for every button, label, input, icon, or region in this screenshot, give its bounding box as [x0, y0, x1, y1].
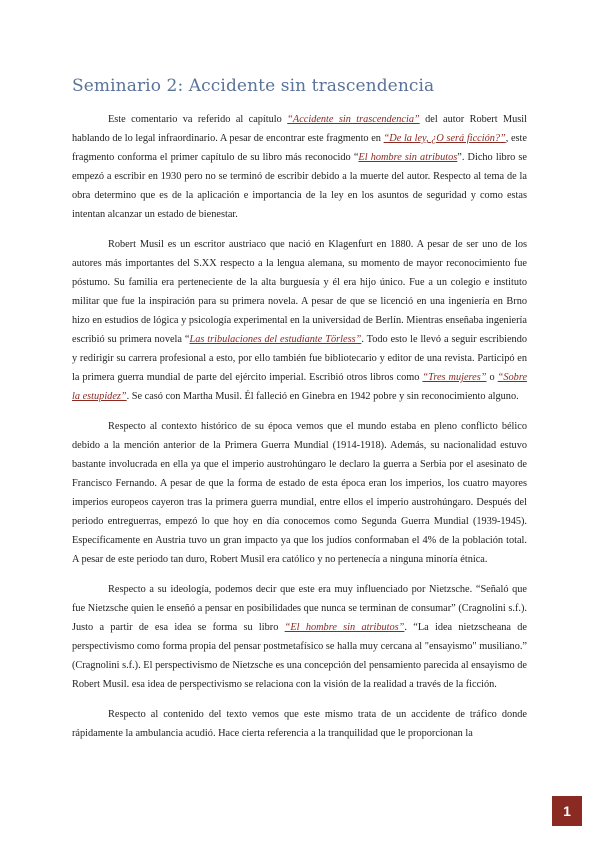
text-segment: . “La idea nietzscheana de perspectivismo como forma propia del pensar postmetafísico se halla muy cercana al "ensayismo" musiliano.” (Cragnolini s.f.). El perspectivismo de Nietzsche es una concepción del pensamiento parecida al ensayismo de Robert Musil. esa idea de perspectivismo se relaciona con la visión de la realidad a través de la ficción. [72, 622, 527, 690]
work-reference: “Sobre la estupidez” [72, 372, 528, 402]
text-segment: Respecto a su ideología, podemos decir que este era muy influenciado por Nietzsche. “Señaló que fue Nietzsche quien le enseñó a pensar en posibilidades que nunca se terminan de consumar” (Cragnolini s.f.). Justo a partir de esa idea se forma su libro [72, 584, 527, 633]
text-segment: . Se casó con Martha Musil. Él falleció en Ginebra en 1942 pobre y sin reconocimiento alguno. [126, 391, 519, 402]
work-reference: “De la ley, ¿O será ficción?” [383, 133, 506, 144]
document-title: Seminario 2: Accidente sin trascendencia [72, 76, 435, 96]
text-segment: , este fragmento conforma el primer capítulo de su libro más reconocido “ [72, 133, 527, 163]
work-reference: El hombre sin atributos [358, 152, 458, 163]
paragraph-biography [72, 235, 527, 406]
work-reference: Las tribulaciones del estudiante Törless” [189, 334, 362, 345]
text-segment: . Todo esto le llevó a seguir escribiendo y redirigir su carrera profesional a esto, por ello también fue bibliotecario y editor de una revista. Participó en la primera guerra mundial de parte del ejército imperial. Escribió otros libros como [72, 334, 527, 383]
text-segment: Este comentario va referido al capítulo [108, 114, 288, 125]
paragraph-intro [72, 110, 527, 224]
text-segment: del autor Robert Musil hablando de lo legal infraordinario. A pesar de encontrar este fragmento en [72, 114, 528, 144]
document-body [72, 110, 527, 754]
paragraph-ideology [72, 580, 527, 694]
work-reference: “Accidente sin trascendencia” [287, 114, 420, 125]
work-reference: “El hombre sin atributos” [284, 622, 405, 633]
text-segment: ”. Dicho libro se empezó a escribir en 1930 pero no se terminó de escribir debido a la muerte del autor. Respecto al tema de la obra determino que es de la aplicación e importancia de la ley en los asuntos de seguridad y como estas intentan alcanzar un estado de bienestar. [72, 152, 527, 220]
paragraph-content: Respecto al contenido del texto vemos que este mismo trata de un accidente de tráfico donde rápidamente la ambulancia acudió. Hace cierta referencia a la tranquilidad que le proporcionan la [72, 709, 527, 739]
paragraph-historical-context: Respecto al contexto histórico de su época vemos que el mundo estaba en pleno conflicto bélico debido a la mención anterior de la Primera Guerra Mundial (1914-1918). Además, su nacionalidad estuvo bastante involucrada en ella ya que el imperio austrohúngaro le declaro la guerra a Serbia por el asesinato de Francisco Fernando. A pesar de que la forma de estado de esta época eran los imperios, los cuatro mayores imperios europeos cayeron tras la primera guerra mundial, entre ellos el imperio austrohúngaro. Después del periodo entreguerras, empezó lo que hoy en día conocemos como Segunda Guerra Mundial (1939-1945). Específicamente en Austria tuvo un gran impacto ya que los judíos conformaban el 4% de la población total. A pesar de este periodo tan duro, Robert Musil era católico y no pertenecía a ninguna minoría étnica. [72, 421, 527, 565]
text-segment: o [486, 372, 498, 383]
work-reference: “Tres mujeres” [422, 372, 487, 383]
page-number-badge: 1 [552, 796, 582, 826]
text-segment: Robert Musil es un escritor austriaco que nació en Klagenfurt en 1880. A pesar de ser uno de los autores más importantes del S.XX respecto a la lengua alemana, su momento de mayor reconocimiento fue póstumo. Su familia era perteneciente de la alta burguesía y él era hijo único. Fue a un colegio e instituto militar que fue la inspiración para su primera novela. A pesar de que se licenció en una ingeniería en Brno hizo en estudios de lógica y psicología experimental en la universidad de Berlín. Mientras enseñaba ingeniería escribió su primera novela “ [72, 239, 527, 345]
